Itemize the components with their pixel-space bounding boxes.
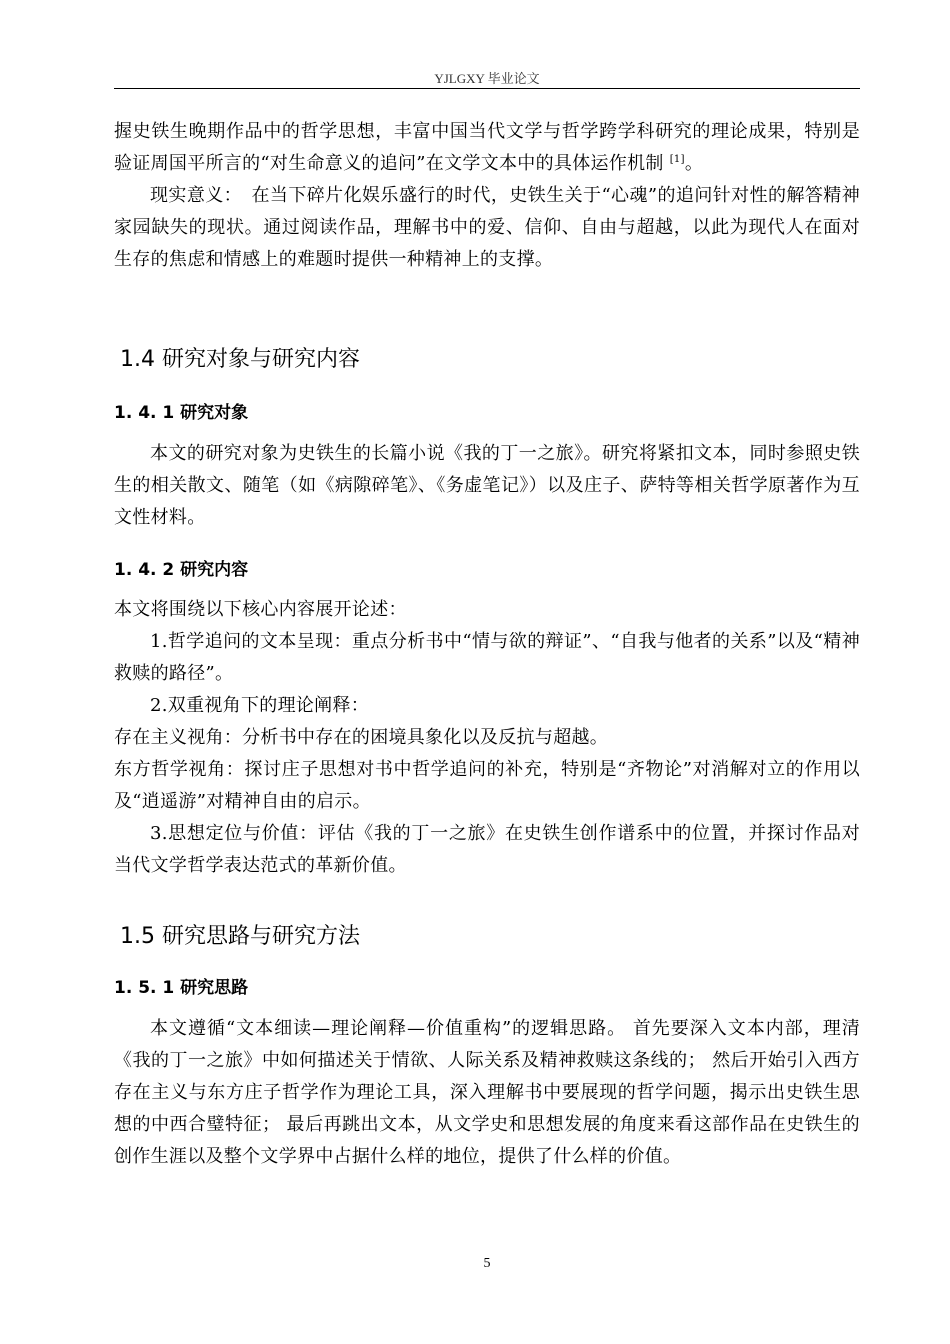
intro-paragraph-1	[114, 116, 860, 180]
subsection-heading-1-4-1: 1. 4. 1 研究对象	[114, 403, 249, 423]
research-content-item-2b: 东方哲学视角：探讨庄子思想对书中哲学追问的补充，特别是“齐物论”对消解对立的作用以及“逍遥游”对精神自由的启示。	[114, 759, 860, 812]
running-header: YJLGXY 毕业论文	[434, 71, 540, 86]
subsection-heading-1-4-2: 1. 4. 2 研究内容	[114, 560, 249, 580]
intro-paragraph-1-text: 握史铁生晚期作品中的哲学思想，丰富中国当代文学与哲学跨学科研究的理论成果，特别是验证周国平所言的“对生命意义的追问”在文学文本中的具体运作机制	[114, 121, 860, 174]
research-approach-paragraph: 本文遵循“文本细读—理论阐释—价值重构”的逻辑思路。 首先要深入文本内部，理清《我的丁一之旅》中如何描述关于情欲、人际关系及精神救赎这条线的； 然后开始引入西方存在主义与东方庄子哲学作为理论工具，深入理解书中要展现的哲学问题，揭示出史铁生思想的中西合璧特征； 最后再跳出文本，从文学史和思想发展的角度来看这部作品在史铁生的创作生涯以及整个文学界中占据什么样的地位，提供了什么样的价值。	[114, 1018, 860, 1167]
research-content-item-1: 1.哲学追问的文本呈现：重点分析书中“情与欲的辩证”、“自我与他者的关系”以及“精神救赎的路径”。	[114, 631, 860, 684]
intro-paragraph-1-end: 。	[684, 153, 704, 174]
page-number: 5	[483, 1256, 491, 1271]
research-content-item-3: 3.思想定位与价值：评估《我的丁一之旅》在史铁生创作谱系中的位置，并探讨作品对当代文学哲学表达范式的革新价值。	[114, 823, 860, 876]
research-content-item-2a: 存在主义视角：分析书中存在的困境具象化以及反抗与超越。	[114, 727, 609, 748]
research-object-paragraph: 本文的研究对象为史铁生的长篇小说《我的丁一之旅》。研究将紧扣文本，同时参照史铁生的相关散文、随笔（如《病隙碎笔》、《务虚笔记》）以及庄子、萨特等相关哲学原著作为互文性材料。	[114, 443, 860, 528]
research-content-lead: 本文将围绕以下核心内容展开论述：	[114, 599, 407, 620]
citation-ref[interactable]: [1]	[669, 154, 685, 165]
section-heading-1-4: 1.4 研究对象与研究内容	[120, 347, 360, 372]
intro-paragraph-2: 现实意义： 在当下碎片化娱乐盛行的时代，史铁生关于“心魂”的追问针对性的解答精神家园缺失的现状。通过阅读作品，理解书中的爱、信仰、自由与超越，以此为现代人在面对生存的焦虑和情感上的难题时提供一种精神上的支撑。	[114, 185, 860, 270]
research-content-item-2: 2.双重视角下的理论阐释：	[150, 695, 370, 716]
section-heading-1-5: 1.5 研究思路与研究方法	[120, 924, 360, 949]
header-rule	[114, 88, 860, 89]
subsection-heading-1-5-1: 1. 5. 1 研究思路	[114, 978, 249, 998]
